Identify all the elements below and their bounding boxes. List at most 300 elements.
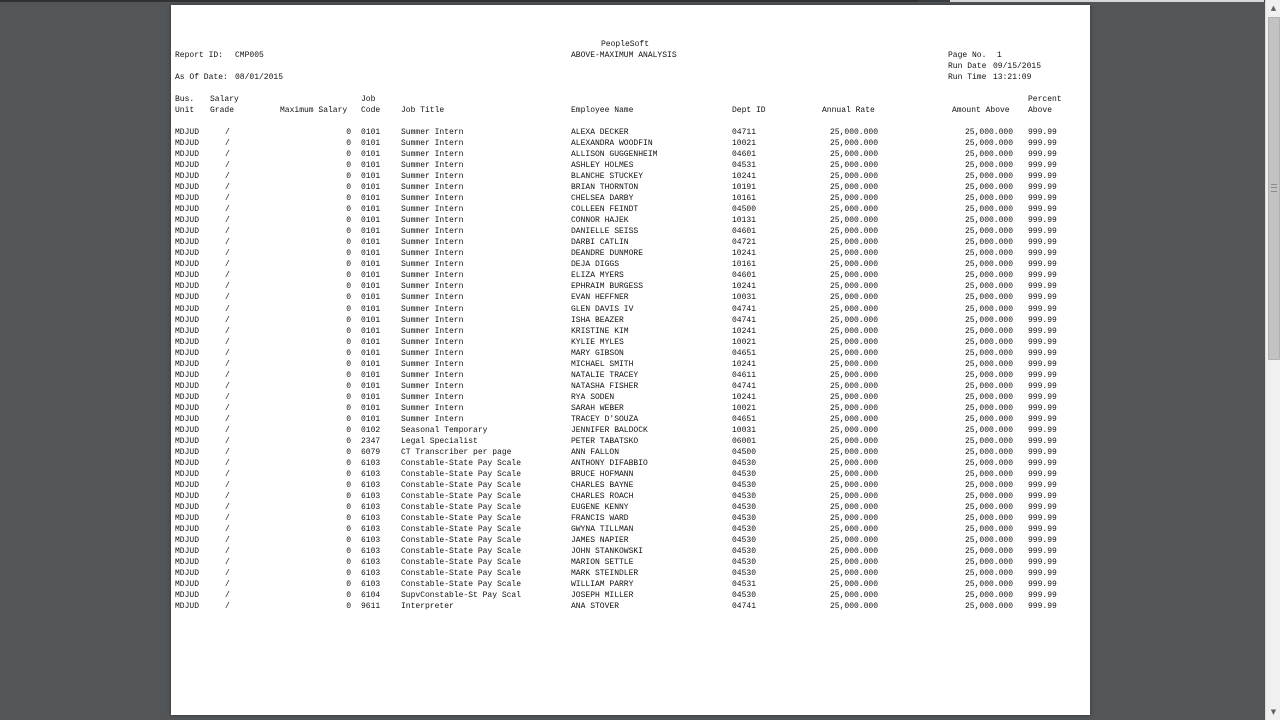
cell-dept-id: 10241 [732,282,757,292]
cell-job-code: 0101 [361,238,381,248]
cell-percent-above: 999.99 [1028,503,1057,512]
cell-dept-id: 04721 [732,238,757,248]
cell-salary-grade: / [225,514,230,523]
cell-percent-above: 999.99 [1028,238,1057,248]
table-row [171,535,1090,546]
cell-salary-grade: / [225,194,230,204]
cell-max-salary: 0 [346,150,351,160]
cell-job-code: 0101 [361,304,381,314]
cell-salary-grade: / [225,370,230,380]
cell-annual-rate: 25,000.000 [829,514,878,523]
cell-job-code: 0101 [361,183,381,193]
cell-amount-above: 25,000.000 [964,150,1013,160]
cell-job-title: Summer Intern [401,282,464,292]
cell-dept-id: 04500 [732,447,757,457]
cell-dept-id: 10131 [732,216,757,226]
top-strip-dark [0,0,918,2]
cell-job-title: Constable-State Pay Scale [401,569,522,579]
cell-amount-above: 25,000.000 [964,492,1013,501]
cell-dept-id: 04530 [732,514,757,523]
cell-percent-above: 999.99 [1028,326,1057,336]
cell-percent-above: 999.99 [1028,547,1057,557]
cell-job-code: 0101 [361,139,381,148]
cell-amount-above: 25,000.000 [964,503,1013,512]
table-row [171,182,1090,193]
cell-annual-rate: 25,000.000 [829,348,878,358]
table-row [171,348,1090,359]
cell-job-code: 0101 [361,260,381,270]
table-row [171,403,1090,414]
cell-employee-name: JOHN STANKOWSKI [571,547,644,557]
cell-max-salary: 0 [346,458,351,468]
cell-annual-rate: 25,000.000 [829,547,878,557]
cell-dept-id: 04530 [732,558,757,568]
cell-job-title: Summer Intern [401,370,464,380]
cell-dept-id: 10241 [732,359,757,369]
cell-annual-rate: 25,000.000 [829,370,878,380]
cell-annual-rate: 25,000.000 [829,282,878,292]
cell-employee-name: GLEN DAVIS IV [571,304,634,314]
cell-max-salary: 0 [346,525,351,535]
cell-annual-rate: 25,000.000 [829,359,878,369]
cell-job-title: Constable-State Pay Scale [401,558,522,568]
table-row [171,248,1090,259]
cell-percent-above: 999.99 [1028,525,1057,535]
table-row [171,579,1090,590]
cell-employee-name: COLLEEN FEINDT [571,205,639,215]
cell-percent-above: 999.99 [1028,282,1057,292]
cell-annual-rate: 25,000.000 [829,469,878,479]
cell-dept-id: 04530 [732,469,757,479]
cell-bus-unit: MDJUD [175,249,200,259]
cell-employee-name: MICHAEL SMITH [571,359,634,369]
cell-amount-above: 25,000.000 [964,326,1013,336]
cell-percent-above: 999.99 [1028,359,1057,369]
cell-amount-above: 25,000.000 [964,425,1013,435]
cell-job-code: 0101 [361,249,381,259]
cell-amount-above: 25,000.000 [964,469,1013,479]
cell-job-title: Constable-State Pay Scale [401,481,522,490]
cell-amount-above: 25,000.000 [964,183,1013,193]
cell-job-title: Summer Intern [401,348,464,358]
cell-amount-above: 25,000.000 [964,481,1013,490]
cell-amount-above: 25,000.000 [964,580,1013,590]
cell-salary-grade: / [225,381,230,391]
cell-bus-unit: MDJUD [175,414,200,424]
cell-annual-rate: 25,000.000 [829,315,878,325]
cell-max-salary: 0 [346,337,351,347]
cell-bus-unit: MDJUD [175,580,200,590]
cell-bus-unit: MDJUD [175,436,200,446]
cell-job-code: 6104 [361,591,381,601]
cell-dept-id: 10241 [732,392,757,402]
cell-employee-name: CHARLES ROACH [571,492,634,501]
cell-annual-rate: 25,000.000 [829,569,878,579]
cell-percent-above: 999.99 [1028,436,1057,446]
run-date: 09/15/2015 [993,62,1042,71]
cell-job-title: Summer Intern [401,128,464,137]
cell-amount-above: 25,000.000 [964,194,1013,204]
cell-annual-rate: 25,000.000 [829,591,878,601]
cell-dept-id: 06001 [732,436,757,446]
cell-annual-rate: 25,000.000 [829,414,878,424]
cell-job-code: 0101 [361,370,381,380]
cell-percent-above: 999.99 [1028,139,1057,148]
cell-salary-grade: / [225,558,230,568]
as-of-date-label: As Of Date: [175,73,228,82]
cell-employee-name: EPHRAIM BURGESS [571,282,644,292]
cell-salary-grade: / [225,216,230,226]
cell-employee-name: ANN FALLON [571,447,620,457]
cell-bus-unit: MDJUD [175,326,200,336]
table-row [171,270,1090,281]
cell-job-code: 2347 [361,436,381,446]
cell-dept-id: 10021 [732,139,757,148]
triangle-down-icon: ▼ [1270,708,1277,716]
cell-percent-above: 999.99 [1028,536,1057,546]
vertical-scrollbar[interactable] [1265,0,1280,720]
cell-bus-unit: MDJUD [175,447,200,457]
cell-job-title: Summer Intern [401,359,464,369]
cell-salary-grade: / [225,525,230,535]
cell-max-salary: 0 [346,227,351,237]
cell-salary-grade: / [225,128,230,137]
cell-percent-above: 999.99 [1028,161,1057,171]
cell-annual-rate: 25,000.000 [829,205,878,215]
table-row [171,226,1090,237]
cell-annual-rate: 25,000.000 [829,536,878,546]
col-employee-name: Employee Name [571,106,634,115]
cell-bus-unit: MDJUD [175,569,200,579]
cell-job-code: 6103 [361,558,381,568]
cell-employee-name: GWYNA TILLMAN [571,525,634,535]
cell-salary-grade: / [225,547,230,557]
cell-bus-unit: MDJUD [175,602,200,612]
cell-amount-above: 25,000.000 [964,227,1013,237]
cell-employee-name: BLANCHE STUCKEY [571,172,644,182]
cell-dept-id: 04530 [732,503,757,512]
cell-bus-unit: MDJUD [175,359,200,369]
cell-job-title: Summer Intern [401,271,464,281]
cell-max-salary: 0 [346,315,351,325]
cell-dept-id: 04530 [732,458,757,468]
cell-annual-rate: 25,000.000 [829,458,878,468]
cell-percent-above: 999.99 [1028,425,1057,435]
cell-employee-name: TRACEY D'SOUZA [571,414,639,424]
cell-employee-name: WILLIAM PARRY [571,580,634,590]
cell-job-title: Summer Intern [401,139,464,148]
cell-job-code: 6103 [361,514,381,523]
cell-amount-above: 25,000.000 [964,337,1013,347]
cell-max-salary: 0 [346,392,351,402]
cell-salary-grade: / [225,304,230,314]
cell-job-code: 6079 [361,447,381,457]
cell-dept-id: 04601 [732,227,757,237]
run-time: 13:21:09 [993,73,1032,82]
cell-amount-above: 25,000.000 [964,414,1013,424]
cell-amount-above: 25,000.000 [964,315,1013,325]
cell-job-title: Summer Intern [401,337,464,347]
cell-job-code: 0101 [361,392,381,402]
cell-employee-name: DEJA DIGGS [571,260,620,270]
cell-job-code: 0101 [361,326,381,336]
cell-job-title: Interpreter [401,602,454,612]
cell-job-title: Summer Intern [401,172,464,182]
cell-percent-above: 999.99 [1028,271,1057,281]
cell-max-salary: 0 [346,139,351,148]
scroll-thumb[interactable] [1268,17,1280,360]
cell-employee-name: ISHA BEAZER [571,315,624,325]
cell-job-code: 0101 [361,348,381,358]
cell-salary-grade: / [225,183,230,193]
cell-salary-grade: / [225,447,230,457]
cell-job-title: Summer Intern [401,216,464,226]
cell-job-title: Summer Intern [401,161,464,171]
cell-amount-above: 25,000.000 [964,249,1013,259]
cell-percent-above: 999.99 [1028,602,1057,612]
cell-max-salary: 0 [346,425,351,435]
cell-max-salary: 0 [346,403,351,413]
col-job-code-line2: Code [361,106,381,115]
cell-job-title: Summer Intern [401,238,464,248]
cell-salary-grade: / [225,139,230,148]
cell-job-code: 0101 [361,216,381,226]
table-row [171,292,1090,303]
cell-salary-grade: / [225,569,230,579]
cell-bus-unit: MDJUD [175,525,200,535]
cell-salary-grade: / [225,249,230,259]
run-time-label: Run Time [948,73,987,82]
report-id: CMP005 [235,51,264,60]
cell-max-salary: 0 [346,381,351,391]
cell-employee-name: ASHLEY HOLMES [571,161,634,171]
report-title: ABOVE-MAXIMUM ANALYSIS [571,51,677,60]
system-name: PeopleSoft [601,40,650,49]
cell-salary-grade: / [225,492,230,501]
cell-amount-above: 25,000.000 [964,238,1013,248]
cell-job-title: Summer Intern [401,381,464,391]
cell-salary-grade: / [225,469,230,479]
cell-salary-grade: / [225,414,230,424]
cell-annual-rate: 25,000.000 [829,293,878,303]
cell-amount-above: 25,000.000 [964,458,1013,468]
cell-amount-above: 25,000.000 [964,359,1013,369]
table-row [171,127,1090,138]
cell-percent-above: 999.99 [1028,172,1057,182]
cell-employee-name: ELIZA MYERS [571,271,624,281]
cell-salary-grade: / [225,425,230,435]
cell-percent-above: 999.99 [1028,514,1057,523]
cell-employee-name: ALEXANDRA WOODFIN [571,139,653,148]
col-dept-id: Dept ID [732,106,766,115]
cell-amount-above: 25,000.000 [964,591,1013,601]
cell-percent-above: 999.99 [1028,403,1057,413]
cell-salary-grade: / [225,503,230,512]
cell-bus-unit: MDJUD [175,304,200,314]
table-row [171,392,1090,403]
cell-dept-id: 10161 [732,194,757,204]
cell-bus-unit: MDJUD [175,591,200,601]
cell-dept-id: 04601 [732,271,757,281]
cell-percent-above: 999.99 [1028,447,1057,457]
table-row [171,601,1090,612]
table-row [171,590,1090,601]
cell-percent-above: 999.99 [1028,260,1057,270]
table-row [171,524,1090,535]
cell-job-title: Legal Specialist [401,436,478,446]
cell-salary-grade: / [225,392,230,402]
cell-bus-unit: MDJUD [175,425,200,435]
cell-job-code: 0101 [361,161,381,171]
cell-job-code: 0101 [361,315,381,325]
cell-employee-name: PETER TABATSKO [571,436,639,446]
table-row [171,480,1090,491]
table-row [171,458,1090,469]
cell-bus-unit: MDJUD [175,381,200,391]
cell-bus-unit: MDJUD [175,547,200,557]
cell-job-code: 0102 [361,425,381,435]
cell-job-code: 0101 [361,205,381,215]
cell-dept-id: 04530 [732,481,757,490]
cell-employee-name: NATALIE TRACEY [571,370,639,380]
scroll-up-button[interactable] [1266,0,1280,16]
cell-annual-rate: 25,000.000 [829,602,878,612]
cell-max-salary: 0 [346,414,351,424]
cell-job-title: Summer Intern [401,315,464,325]
cell-salary-grade: / [225,359,230,369]
cell-employee-name: CHELSEA DARBY [571,194,634,204]
table-row [171,337,1090,348]
cell-bus-unit: MDJUD [175,271,200,281]
cell-max-salary: 0 [346,359,351,369]
cell-dept-id: 04741 [732,315,757,325]
col-annual-rate: Annual Rate [822,106,875,115]
cell-amount-above: 25,000.000 [964,205,1013,215]
cell-job-title: Constable-State Pay Scale [401,492,522,501]
cell-employee-name: CHARLES BAYNE [571,481,634,490]
cell-percent-above: 999.99 [1028,469,1057,479]
cell-annual-rate: 25,000.000 [829,425,878,435]
cell-employee-name: CONNOR HAJEK [571,216,629,226]
cell-amount-above: 25,000.000 [964,128,1013,137]
cell-percent-above: 999.99 [1028,304,1057,314]
cell-dept-id: 04601 [732,150,757,160]
cell-max-salary: 0 [346,260,351,270]
scroll-down-button[interactable] [1266,704,1280,720]
cell-salary-grade: / [225,150,230,160]
triangle-up-icon: ▲ [1270,4,1277,12]
cell-max-salary: 0 [346,271,351,281]
cell-dept-id: 10241 [732,249,757,259]
cell-max-salary: 0 [346,580,351,590]
cell-employee-name: FRANCIS WARD [571,514,629,523]
cell-max-salary: 0 [346,591,351,601]
cell-amount-above: 25,000.000 [964,348,1013,358]
cell-job-title: CT Transcriber per page [401,447,512,457]
cell-percent-above: 999.99 [1028,183,1057,193]
cell-employee-name: BRUCE HOFMANN [571,469,634,479]
cell-max-salary: 0 [346,436,351,446]
cell-annual-rate: 25,000.000 [829,161,878,171]
cell-job-code: 0101 [361,403,381,413]
cell-amount-above: 25,000.000 [964,370,1013,380]
cell-employee-name: MARK STEINDLER [571,569,639,579]
cell-amount-above: 25,000.000 [964,172,1013,182]
cell-job-title: Constable-State Pay Scale [401,469,522,479]
cell-annual-rate: 25,000.000 [829,381,878,391]
table-row [171,326,1090,337]
cell-annual-rate: 25,000.000 [829,481,878,490]
table-row [171,359,1090,370]
cell-bus-unit: MDJUD [175,227,200,237]
cell-salary-grade: / [225,293,230,303]
cell-annual-rate: 25,000.000 [829,194,878,204]
cell-salary-grade: / [225,260,230,270]
cell-employee-name: EUGENE KENNY [571,503,629,512]
cell-max-salary: 0 [346,569,351,579]
cell-annual-rate: 25,000.000 [829,304,878,314]
cell-job-code: 6103 [361,580,381,590]
cell-max-salary: 0 [346,469,351,479]
cell-employee-name: MARY GIBSON [571,348,624,358]
cell-annual-rate: 25,000.000 [829,447,878,457]
cell-annual-rate: 25,000.000 [829,580,878,590]
top-strip [0,0,1280,2]
table-row [171,204,1090,215]
cell-amount-above: 25,000.000 [964,260,1013,270]
table-row [171,491,1090,502]
cell-max-salary: 0 [346,492,351,501]
cell-amount-above: 25,000.000 [964,447,1013,457]
cell-bus-unit: MDJUD [175,558,200,568]
cell-max-salary: 0 [346,249,351,259]
cell-max-salary: 0 [346,326,351,336]
cell-bus-unit: MDJUD [175,370,200,380]
cell-bus-unit: MDJUD [175,238,200,248]
cell-annual-rate: 25,000.000 [829,260,878,270]
cell-amount-above: 25,000.000 [964,514,1013,523]
cell-salary-grade: / [225,602,230,612]
cell-employee-name: BRIAN THORNTON [571,183,639,193]
table-row [171,304,1090,315]
cell-job-title: Summer Intern [401,249,464,259]
cell-annual-rate: 25,000.000 [829,238,878,248]
cell-percent-above: 999.99 [1028,580,1057,590]
cell-salary-grade: / [225,238,230,248]
cell-bus-unit: MDJUD [175,503,200,512]
cell-amount-above: 25,000.000 [964,525,1013,535]
cell-job-code: 0101 [361,150,381,160]
cell-salary-grade: / [225,436,230,446]
cell-percent-above: 999.99 [1028,392,1057,402]
cell-job-code: 9611 [361,602,381,612]
cell-max-salary: 0 [346,536,351,546]
cell-bus-unit: MDJUD [175,205,200,215]
cell-dept-id: 04531 [732,580,757,590]
cell-dept-id: 04530 [732,591,757,601]
cell-job-title: Summer Intern [401,260,464,270]
cell-job-title: Summer Intern [401,183,464,193]
cell-bus-unit: MDJUD [175,469,200,479]
cell-annual-rate: 25,000.000 [829,525,878,535]
table-row [171,381,1090,392]
cell-job-code: 0101 [361,381,381,391]
run-date-label: Run Date [948,62,987,71]
cell-bus-unit: MDJUD [175,183,200,193]
cell-dept-id: 10241 [732,326,757,336]
cell-job-title: Constable-State Pay Scale [401,536,522,546]
cell-annual-rate: 25,000.000 [829,139,878,148]
